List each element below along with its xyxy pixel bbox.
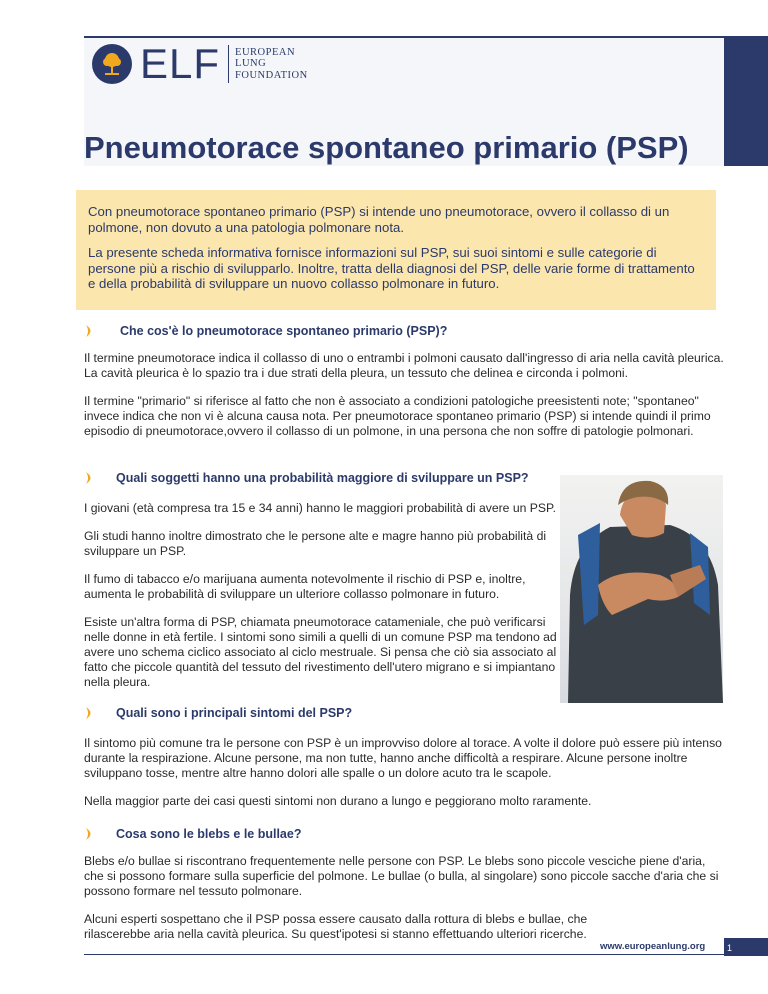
paragraph: I giovani (età compresa tra 15 e 34 anni) hanno le maggiori probabilità di avere un PSP. (84, 501, 556, 515)
paragraph: Il termine "primario" si riferisce al fatto che non è associato a condizioni patologiche preesistenti note; "spontaneo" invece indica che non vi è alcuna causa nota. Per pneumotorace spontaneo primario (PSP) si intende quindi il primo episodio di pneumotorace,ovvero il collasso di un polmone, in una persona che non soffre di patologie polmonari. (84, 394, 711, 438)
page-title: Pneumotorace spontaneo primario (PSP) (84, 130, 689, 165)
paragraph: Esiste un'altra forma di PSP, chiamata pneumotorace catameniale, che può verificarsi nelle donne in età fertile. I sintomi sono simili a quelli di un comune PSP ma tendono ad avere uno schema ciclico associato al ciclo mestruale. Si pensa che ciò sia associato al fatto che piccole quantità del tessuto del rivestimento dell'utero migrano e si impiantano nella pleura. (84, 615, 557, 689)
man-holding-chest-photo (560, 475, 723, 703)
section-header (84, 322, 724, 340)
section-what-is-psp (84, 322, 724, 439)
logo-line-1: EUROPEAN (235, 46, 296, 58)
orange-bullet-icon (84, 324, 98, 338)
paragraph: Il fumo di tabacco e/o marijuana aumenta notevolmente il rischio di PSP e, inoltre, aumenta le probabilità di sviluppare un ulteriore collasso polmonare in futuro. (84, 572, 526, 601)
logo-divider (228, 45, 229, 83)
intro-paragraph-1: Con pneumotorace spontaneo primario (PSP) si intende uno pneumotorace, ovvero il collasso di un polmone, non dovuto a una patologia polmonare nota. (88, 204, 670, 235)
logo-wordmark (235, 47, 308, 82)
section-risk-groups (84, 469, 564, 690)
section-header (84, 469, 564, 487)
logo-line-2: LUNG (235, 58, 267, 70)
paragraph: Il termine pneumotorace indica il collasso di uno o entrambi i polmoni causato dall'ingresso di aria nella cavità pleurica. La cavità pleurica è lo spazio tra i due strati della pleura, un tessuto che delinea e circonda i polmoni. (84, 351, 724, 380)
paragraph: Alcuni esperti sospettano che il PSP possa essere causato dalla rottura di blebs e bullae, che rilascerebbe aria nella cavità pleurica. Su quest'ipotesi si stanno effettuando ulteriori ricerche. (84, 912, 588, 941)
section-heading: Cosa sono le blebs e le bullae? (116, 827, 302, 841)
paragraph: Blebs e/o bullae si riscontrano frequentemente nelle persone con PSP. Le blebs sono piccole vesciche piene d'aria, che si possono formare sulla superficie del polmone. Le bullae (o bulla, al singolare) sono piccole sacche d'aria che si possono formare nel tessuto polmonare. (84, 854, 719, 898)
paragraph: Nella maggior parte dei casi questi sintomi non durano a lungo e peggiorano molto raramente. (84, 794, 592, 808)
section-header (84, 704, 724, 722)
section-header (84, 825, 724, 843)
footer-rule (84, 954, 724, 955)
elf-logo (92, 40, 308, 87)
orange-bullet-icon (84, 471, 98, 485)
logo-letters: ELF (140, 40, 221, 87)
paragraph: Il sintomo più comune tra le persone con PSP è un improvviso dolore al torace. A volte il dolore può essere più intenso durante la respirazione. Alcune persone, ma non tutte, hanno anche difficoltà a respirare. Alcune persone inoltre sviluppano tosse, mentre altre hanno dolori alle spalle o un dolore acuto tra le scapole. (84, 736, 722, 780)
paragraph: Gli studi hanno inoltre dimostrato che le persone alte e magre hanno più probabilità di sviluppare un PSP. (84, 529, 547, 558)
section-symptoms (84, 704, 724, 809)
tree-icon (92, 44, 132, 84)
intro-paragraph-2: La presente scheda informativa fornisce informazioni sul PSP, sui suoi sintomi e sulle categorie di persone più a rischio di svilupparlo. Inoltre, tratta della diagnosi del PSP, delle varie forme di trattamento e della probabilità di sviluppare un nuovo collasso polmonare in futuro. (88, 245, 695, 291)
section-heading: Quali soggetti hanno una probabilità maggiore di sviluppare un PSP? (116, 471, 529, 485)
orange-bullet-icon (84, 706, 98, 720)
footer-url: www.europeanlung.org (600, 941, 706, 952)
section-heading: Quali sono i principali sintomi del PSP? (116, 706, 353, 720)
logo-line-3: FOUNDATION (235, 69, 308, 81)
intro-box (76, 190, 716, 310)
header-side-bar (724, 38, 768, 166)
section-blebs-bullae (84, 825, 724, 942)
section-heading: Che cos'è lo pneumotorace spontaneo primario (PSP)? (120, 324, 448, 338)
page-number: 1 (724, 938, 768, 956)
orange-bullet-icon (84, 827, 98, 841)
